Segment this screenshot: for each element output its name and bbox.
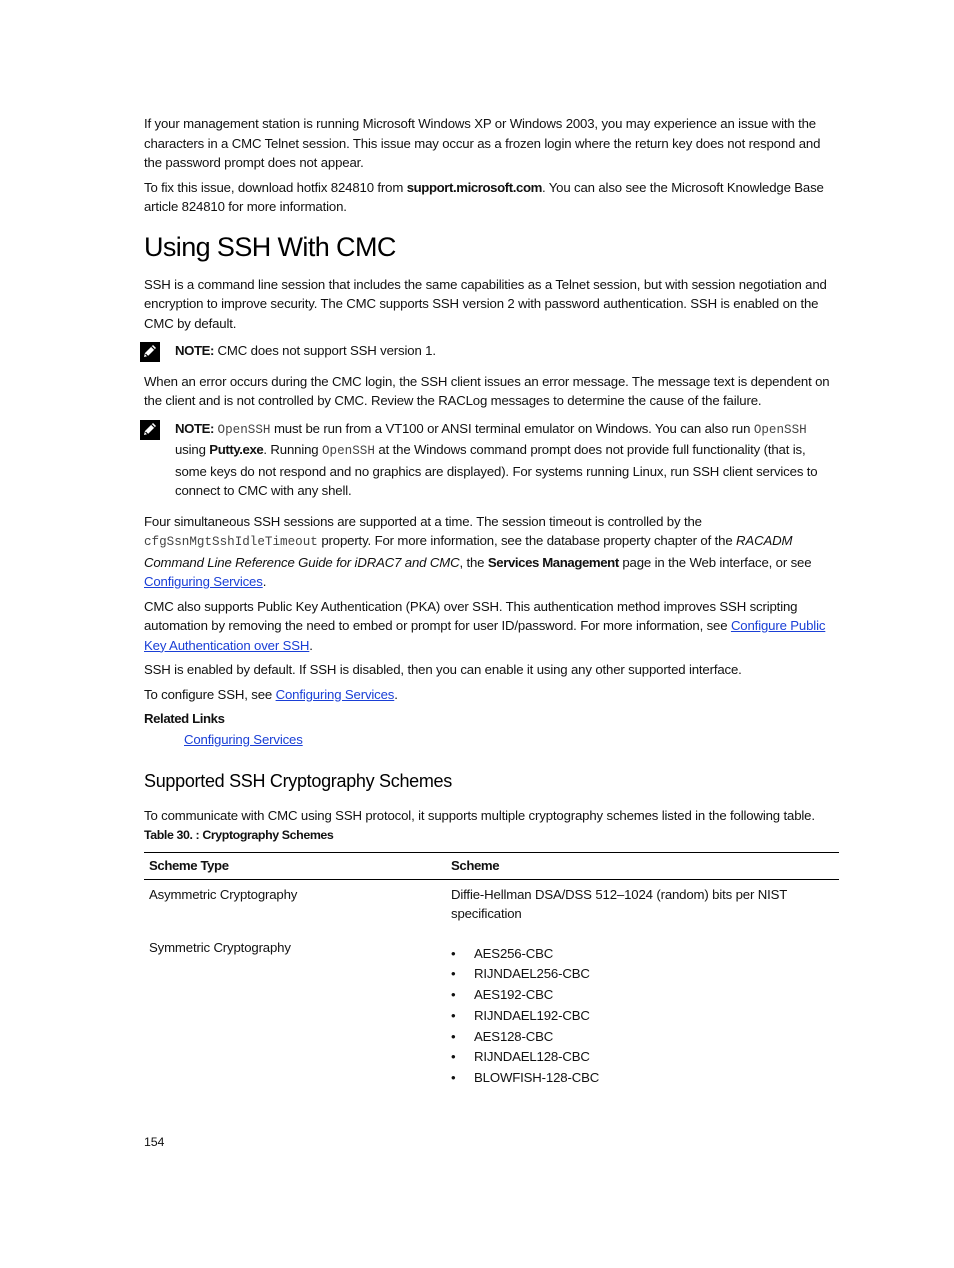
- note-text: at the Windows command prompt does not provide full functionality (that is, some keys do not respond and no graphics are displayed). For systems running Linux, run SSH client services to connect to CMC with any shell.: [175, 442, 818, 498]
- note-label: NOTE:: [175, 420, 215, 436]
- scheme-cell: [446, 933, 839, 1099]
- scheme-cell: Diffie-Hellman DSA/DSS 512–1024 (random) bits per NIST specification: [451, 886, 787, 921]
- configuring-services-link[interactable]: Configuring Services: [144, 574, 263, 589]
- column-header-scheme-type: Scheme Type: [144, 853, 446, 880]
- ssh-enabled-paragraph: SSH is enabled by default. If SSH is disabled, then you can enable it using any other supported interface.: [144, 662, 742, 677]
- body-text: To configure SSH, see: [144, 686, 276, 702]
- guide-title: RACADM Command Line Reference Guide for iDRAC7 and CMC: [144, 533, 793, 570]
- body-text: page in the Web interface, or see: [618, 554, 812, 570]
- body-text: .: [309, 637, 313, 653]
- list-item: • RIJNDAEL256-CBC: [451, 964, 834, 985]
- scheme-type-cell: Symmetric Cryptography: [149, 939, 291, 955]
- body-text: CMC also supports Public Key Authentication (PKA) over SSH. This authentication method improves SSH scripting automation by removing the need to embed or prompt for user ID/password. For more information, see: [144, 598, 798, 633]
- note-openssh: [144, 419, 839, 501]
- intro-text: To fix this issue, download hotfix 824810 from: [144, 179, 407, 195]
- section-title: Using SSH With CMC: [144, 231, 396, 262]
- code-openssh: OpenSSH: [217, 422, 271, 437]
- body-text: Four simultaneous SSH sessions are supported at a time. The session timeout is controlled by the: [144, 513, 702, 529]
- related-link-configuring-services[interactable]: Configuring Services: [184, 731, 303, 747]
- related-links-title: Related Links: [144, 711, 225, 726]
- pka-paragraph: [144, 597, 839, 656]
- crypto-intro-paragraph: To communicate with CMC using SSH protocol, it supports multiple cryptography schemes listed in the following table.: [144, 808, 815, 823]
- page-number: 154: [144, 1135, 165, 1149]
- ssh-sessions-paragraph: [144, 512, 839, 592]
- configure-ssh-paragraph: [144, 685, 839, 705]
- list-item: • AES256-CBC: [451, 944, 834, 965]
- note-ssh-version: [144, 341, 839, 361]
- intro-text-end: . You can also see the Microsoft Knowledge Base article 824810 for more information.: [144, 179, 824, 214]
- body-text: .: [262, 574, 267, 589]
- intro-paragraph-1: If your management station is running Microsoft Windows XP or Windows 2003, you may experience an issue with the characters in a CMC Telnet session. This issue may occur as a frozen login where the return key does not respond and the password prompt does not appear.: [144, 116, 821, 170]
- note-text: . Running: [263, 442, 322, 457]
- note-text: using: [175, 442, 210, 457]
- subsection-title: Supported SSH Cryptography Schemes: [144, 771, 452, 791]
- table-row: [144, 933, 839, 1099]
- table-header-row: [144, 853, 839, 880]
- services-management-label: Services Management: [487, 554, 619, 570]
- ssh-intro-paragraph: SSH is a command line session that includes the same capabilities as a Telnet session, but with session negotiation and encryption to improve security. The CMC supports SSH version 2 with password authentication. SSH is enabled on the CMC by default.: [144, 276, 827, 331]
- cipher-list: [451, 938, 834, 1090]
- pencil-note-icon: [140, 420, 160, 440]
- list-item: • BLOWFISH-128-CBC: [451, 1068, 834, 1089]
- code-openssh: OpenSSH: [321, 444, 375, 458]
- body-text: property. For more information, see the database property chapter of the: [317, 533, 737, 548]
- list-item: • AES128-CBC: [451, 1027, 834, 1048]
- body-text: , the: [459, 554, 488, 570]
- list-item: • AES192-CBC: [451, 985, 834, 1006]
- putty-exe-name: Putty.exe: [209, 442, 264, 457]
- list-item: • RIJNDAEL192-CBC: [451, 1006, 834, 1027]
- cryptography-schemes-table: [144, 852, 839, 1098]
- scheme-type-cell: Asymmetric Cryptography: [149, 886, 298, 902]
- note-text: must be run from a VT100 or ANSI terminal emulator on Windows. You can also run: [270, 420, 754, 436]
- document-page: [144, 114, 839, 1098]
- pencil-note-icon: [140, 342, 160, 362]
- body-text: .: [394, 686, 398, 702]
- configuring-services-link[interactable]: Configuring Services: [275, 686, 395, 702]
- code-timeout-property: cfgSsnMgtSshIdleTimeout: [144, 535, 318, 549]
- table-row: [144, 879, 839, 933]
- note-text: CMC does not support SSH version 1.: [214, 343, 436, 358]
- list-item: • RIJNDAEL128-CBC: [451, 1047, 834, 1068]
- column-header-scheme: Scheme: [446, 853, 839, 880]
- note-label: NOTE:: [175, 343, 215, 358]
- intro-paragraph-2: [144, 178, 839, 217]
- code-openssh: OpenSSH: [753, 422, 807, 437]
- configure-pka-link[interactable]: Configure Public Key Authentication over SSH: [144, 618, 826, 653]
- ssh-error-paragraph: When an error occurs during the CMC login, the SSH client issues an error message. The message text is dependent on the client and is not controlled by CMC. Review the RACLog messages to determine the cause of the failure.: [144, 373, 830, 408]
- support-site-name: support.microsoft.com: [406, 179, 542, 195]
- table-caption: Table 30. : Cryptography Schemes: [144, 827, 334, 842]
